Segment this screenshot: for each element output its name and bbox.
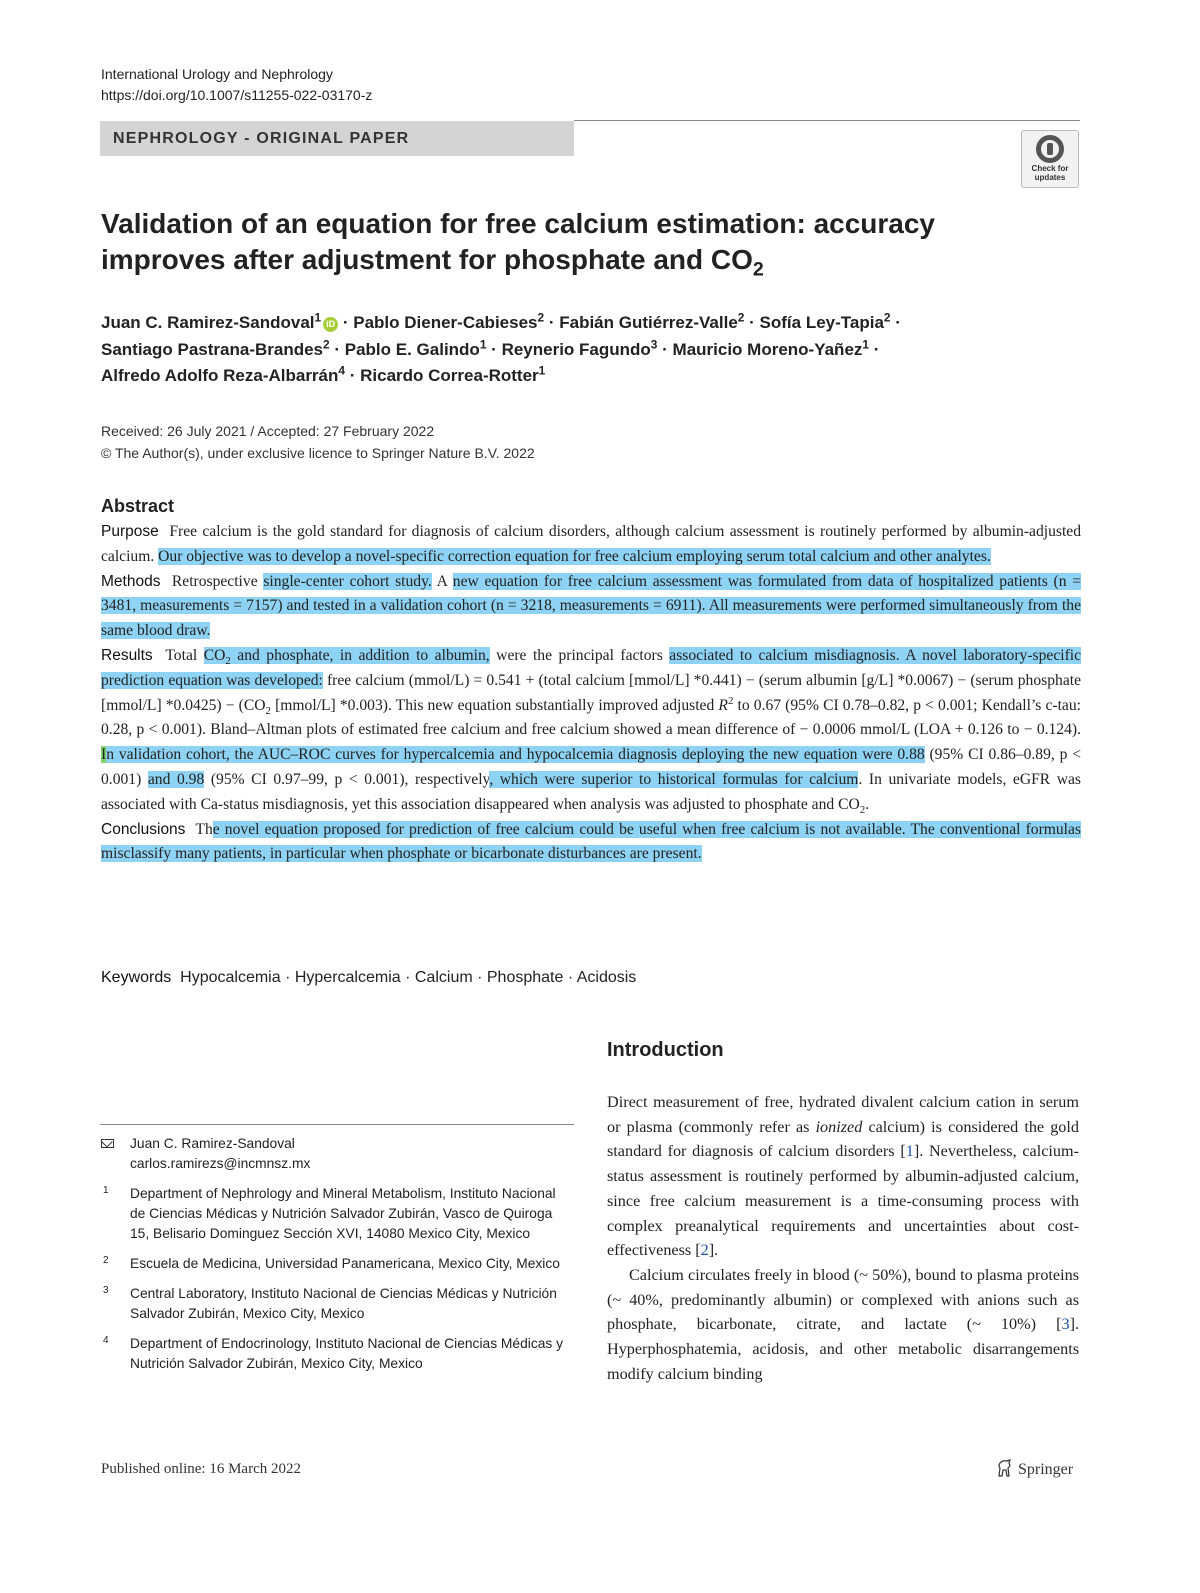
highlight: $CO_2$ and phosphate, in addition to albumin, bbox=[203, 646, 490, 668]
correspondence bbox=[101, 1134, 571, 1174]
introduction-body bbox=[607, 1090, 1079, 1386]
journal-header bbox=[101, 64, 372, 106]
envelope-icon bbox=[101, 1139, 114, 1148]
author[interactable]: Reynerio Fagundo$^3$ bbox=[501, 336, 658, 359]
citation-link[interactable]: 2 bbox=[700, 1241, 709, 1260]
title-line-1: Validation of an equation for free calcium estimation: accuracy bbox=[101, 208, 935, 239]
crossmark-icon bbox=[1036, 135, 1064, 163]
footnotes bbox=[101, 1134, 571, 1384]
received-accepted: Received: 26 July 2021 / Accepted: 27 February 2022 bbox=[101, 423, 435, 439]
abstract-heading: Abstract bbox=[101, 496, 175, 516]
author[interactable]: Alfredo Adolfo Reza-Albarrán$^4$ bbox=[101, 363, 346, 385]
highlight: and 0.98 bbox=[147, 770, 205, 788]
highlight: e novel equation proposed for prediction of free calcium could be useful when free calcium is not available. The conventional formulas misclassify many patients, in particular when phosphate or bicarbonate disturbances are present. bbox=[101, 820, 1082, 863]
citation-link[interactable]: 3 bbox=[1061, 1315, 1070, 1334]
author[interactable]: Ricardo Correa-Rotter$^1$ bbox=[360, 363, 546, 385]
abstract-results: Results Total $CO_2$ and phosphate, in addition to albumin, were the principal factors associated to calcium misdiagnosis. A novel laboratory-specific prediction equation was developed: free calcium (mmol/L) = 0.541 + (total calcium [mmol/L] *0.441) − (serum albumin [g/L] *0.0067) − (serum phosphate [mmol/L] $*0.0425) - (CO_2$ [mmol/L] *0.003). This new equation substantially improved adjusted $R^2$ to 0.67 (95% CI 0.78–0.82, p < 0.001; Kendall’s c-tau: 0.28, p < 0.001). Bland–Altman plots of estimated free calcium and free calcium showed a mean difference of − 0.0006 mmol/L (LOA + 0.126 to − 0.124). In validation cohort, the AUC–ROC curves for hypercalcemia and hypocalcemia diagnosis deploying the new equation were 0.88 (95% CI 0.86–0.89, p < 0.001) and 0.98 (95% CI 0.97–99, p < 0.001), respectively, which were superior to historical formulas for calcium. In univariate models, eGFR was associated with Ca-status misdiagnosis, yet this association disappeared when analysis was adjusted to phosphate and $CO_2$. bbox=[101, 646, 1082, 816]
author[interactable]: Fabián Gutiérrez-Valle$^2$ bbox=[559, 310, 745, 332]
author[interactable]: Pablo E. Galindo$^1$ bbox=[344, 336, 487, 359]
header-rule bbox=[574, 120, 1080, 121]
highlight: associated to calcium misdiagnosis. A novel laboratory-specific prediction equation was developed: bbox=[101, 646, 1082, 689]
publisher-logo: Springer bbox=[996, 1459, 1073, 1479]
affiliation: 4 Department of Endocrinology, Instituto Nacional de Ciencias Médicas y Nutrición Salvador Zubirán, Mexico City, Mexico bbox=[103, 1335, 564, 1371]
author[interactable]: Sofía Ley-Tapia$^2$ bbox=[759, 310, 891, 332]
author-list: Juan C. Ramirez-Sandoval$^1$ iD · Pablo Diener-Cabieses$^2$ · Fabián Gutiérrez-Valle$^2$ · Sofía Ley-Tapia$^2$ · Santiago Pastrana-Brandes$^2$ · Pablo E. Galindo$^1$ · Reynerio Fagundo$^3$ · Mauricio Moreno-Yañez$^1$ · Alfredo Adolfo Reza-Albarrán$^4$ · Ricardo Correa-Rotter$^1$ bbox=[101, 310, 901, 385]
author[interactable]: Mauricio Moreno-Yañez$^1$ bbox=[672, 336, 870, 359]
doi-link[interactable]: https://doi.org/10.1007/s11255-022-03170-z bbox=[101, 87, 373, 103]
abstract-methods: Methods Retrospective single-center cohort study. A new equation for free calcium assessment was formulated from data of hospitalized patients (n = 3481, measurements = 7157) and tested in a validation cohort (n = 3218, measurements = 6911). All measurements were performed simultaneously from the same blood draw. bbox=[101, 572, 1082, 640]
highlight: , which were superior to historical formulas for calcium bbox=[489, 770, 859, 788]
citation-link[interactable]: 1 bbox=[905, 1142, 914, 1161]
article-title bbox=[101, 206, 1001, 281]
introduction-heading: Introduction bbox=[607, 1039, 724, 1061]
highlight: n validation cohort, the AUC–ROC curves for hypercalcemia and hypocalcemia diagnosis deploying the new equation were 0.88 bbox=[106, 746, 925, 764]
check-for-updates-badge[interactable] bbox=[1021, 130, 1079, 188]
highlight: single-center cohort study. bbox=[263, 572, 432, 590]
intro-paragraph: Calcium circulates freely in blood (~ 50%), bound to plasma proteins (~ 40%, predominantly albumin) or complexed with anions such as phosphate, bicarbonate, citrate, and lactate (~ 10%) [3]. Hyperphosphatemia, acidosis, and other metabolic disarrangements modify calcium binding bbox=[607, 1265, 1079, 1383]
affiliation: 2 Escuela de Medicina, Universidad Panamericana, Mexico City, Mexico bbox=[103, 1255, 560, 1271]
intro-paragraph: Direct measurement of free, hydrated divalent calcium cation in serum or plasma (commonly refer as ionized calcium) is considered the gold standard for diagnosis of calcium disorders [1]. Nevertheless, calcium-status assessment is routinely performed by albumin-adjusted calcium, since free calcium measurement is a time-consuming process with complex preanalytical requirements and uncertainties about cost-effectiveness [2]. bbox=[607, 1093, 1079, 1260]
springer-horse-icon bbox=[996, 1459, 1012, 1477]
affiliation: 3 Central Laboratory, Instituto Nacional de Ciencias Médicas y Nutrición Salvador Zubirán, Mexico City, Mexico bbox=[103, 1285, 557, 1321]
crossmark-label: Check for updates bbox=[1031, 164, 1069, 182]
abstract-conclusions: Conclusions The novel equation proposed for prediction of free calcium could be useful when free calcium is not available. The conventional formulas misclassify many patients, in particular when phosphate or bicarbonate disturbances are present. bbox=[101, 820, 1082, 863]
copyright: © The Author(s), under exclusive licence to Springer Nature B.V. 2022 bbox=[101, 445, 535, 461]
author[interactable]: Pablo Diener-Cabieses$^2$ bbox=[353, 310, 545, 332]
orcid-icon[interactable]: iD bbox=[323, 317, 338, 332]
author[interactable]: Santiago Pastrana-Brandes$^2$ bbox=[101, 336, 330, 359]
author[interactable]: Juan C. Ramirez-Sandoval$^1$ bbox=[101, 310, 322, 332]
abstract-purpose: Purpose Free calcium is the gold standard for diagnosis of calcium disorders, although calcium assessment is routinely performed by albumin-adjusted calcium. Our objective was to develop a novel-specific correction equation for free calcium employing serum total calcium and other analytes. bbox=[101, 523, 1082, 565]
published-date: Published online: 16 March 2022 bbox=[101, 1461, 301, 1477]
highlight-green: I bbox=[101, 746, 107, 764]
correspondence-name: Juan C. Ramirez-Sandoval bbox=[130, 1136, 295, 1151]
affiliation: 1 Department of Nephrology and Mineral Metabolism, Instituto Nacional de Ciencias Médicas y Nutrición Salvador Zubirán, Vasco de Quiroga 15, Belisario Dominguez Sección XVI, 14080 Mexico City, Mexico bbox=[103, 1185, 556, 1241]
correspondence-email[interactable]: carlos.ramirezs@incmnsz.mx bbox=[130, 1156, 311, 1171]
article-dates bbox=[101, 420, 535, 464]
section-banner: NEPHROLOGY - ORIGINAL PAPER bbox=[100, 121, 574, 156]
journal-name: International Urology and Nephrology bbox=[101, 66, 333, 82]
abstract-body bbox=[101, 520, 1081, 867]
keywords-list: Hypocalcemia · Hypercalcemia · Calcium · Phosphate · Acidosis bbox=[180, 969, 637, 986]
keywords-label: Keywords bbox=[101, 969, 172, 986]
footnote-rule bbox=[100, 1124, 574, 1125]
highlight: Our objective was to develop a novel-specific correction equation for free calcium employing serum total calcium and other analytes. bbox=[158, 547, 991, 565]
title-line-2: improves after adjustment for phosphate and $CO_2$ bbox=[101, 244, 764, 281]
highlight: new equation for free calcium assessment was formulated from data of hospitalized patients (n = 3481, measurements = 7157) and tested in a validation cohort (n = 3218, measurements = 6911). All measurements were performed simultaneously from the same blood draw. bbox=[101, 572, 1082, 640]
keywords bbox=[101, 966, 636, 990]
